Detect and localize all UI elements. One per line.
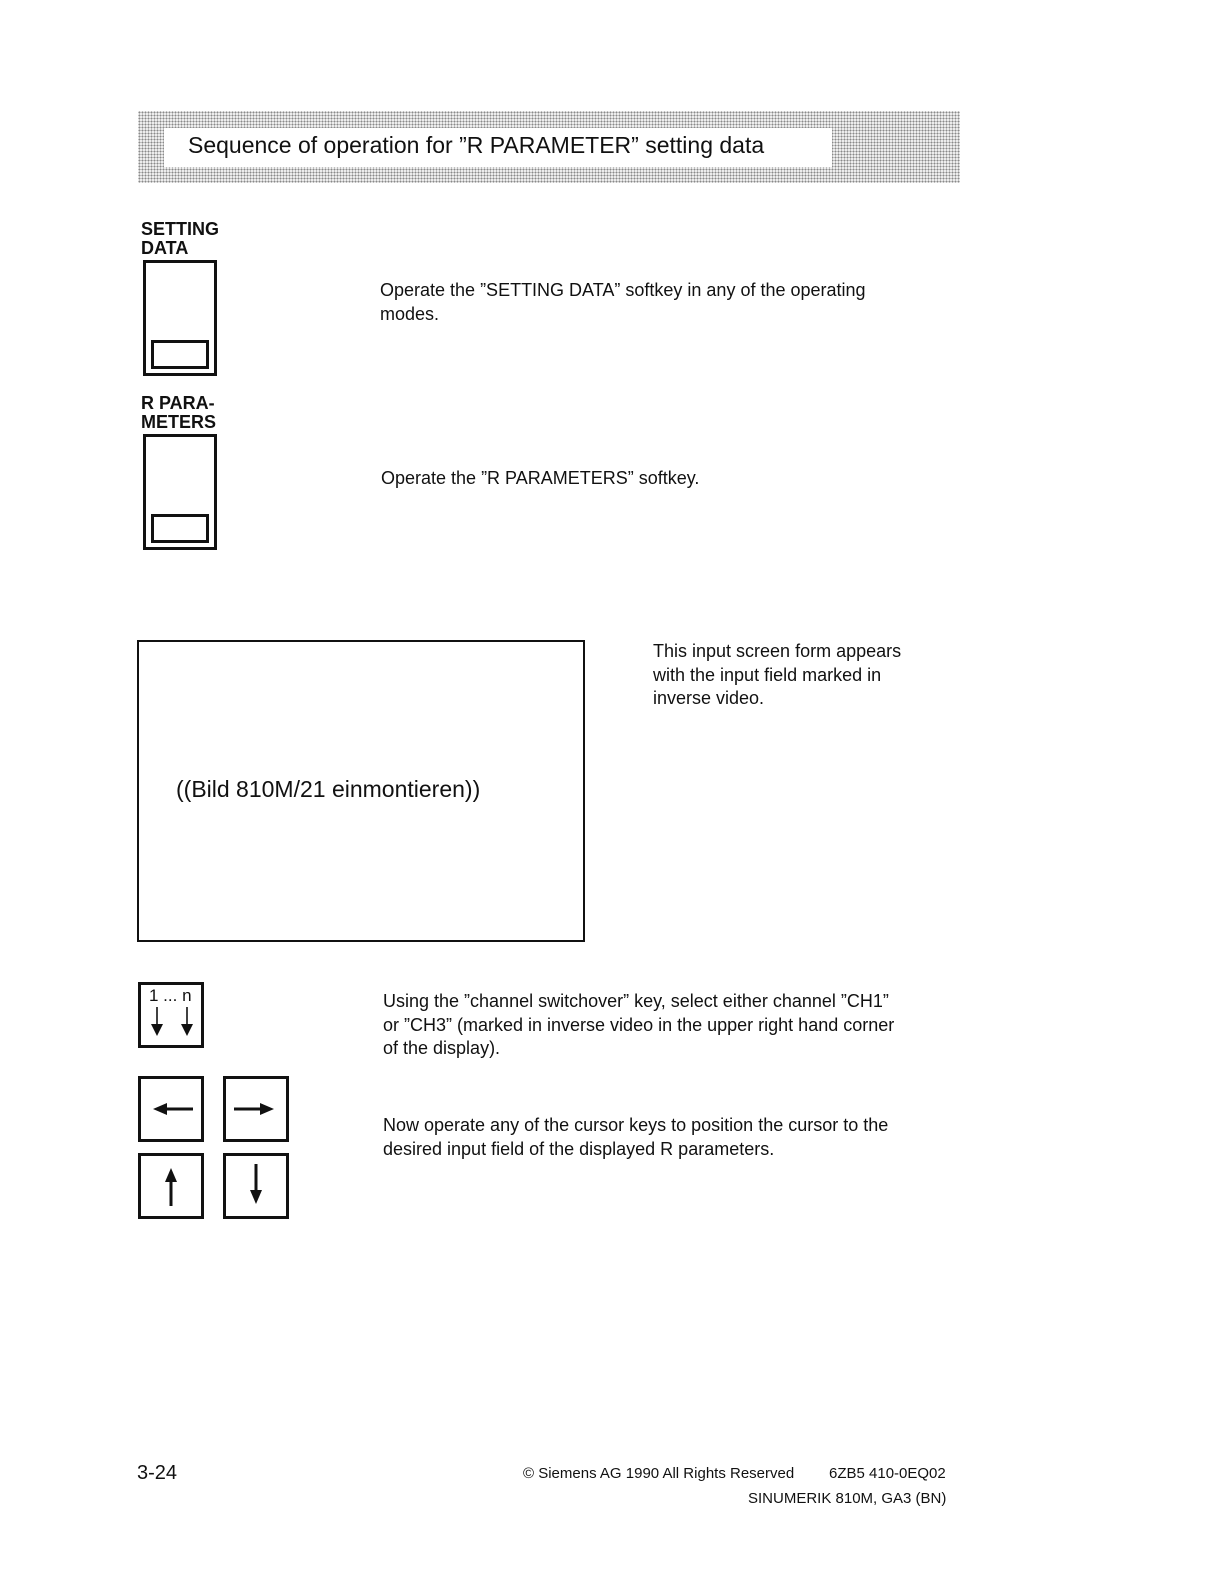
setting-data-key-label-line2: DATA (141, 238, 189, 258)
channel-key-text: 1 ... n (149, 986, 192, 1005)
r-parameters-key-label-line2: METERS (141, 412, 217, 432)
order-number: 6ZB5 410-0EQ02 (829, 1465, 946, 1482)
channel-switchover-key[interactable] (138, 982, 204, 1048)
cursor-up-key[interactable] (138, 1153, 204, 1219)
page-number: 3-24 (137, 1462, 178, 1484)
setting-data-softkey[interactable] (143, 260, 217, 376)
product-name: SINUMERIK 810M, GA3 (BN) (748, 1490, 947, 1507)
page-title: Sequence of operation for ”R PARAMETER” setting data (188, 132, 765, 158)
softkey-face (151, 514, 209, 543)
r-parameters-key-label-line1: R PARA- (141, 393, 215, 413)
step-2-description: Operate the ”R PARAMETERS” softkey. (381, 468, 700, 488)
r-parameters-softkey[interactable] (143, 434, 217, 550)
copyright-notice: © Siemens AG 1990 All Rights Reserved (523, 1465, 795, 1482)
cursor-left-key[interactable] (138, 1076, 204, 1142)
arrow-down-icon (226, 1156, 286, 1216)
channel-arrows-icon (141, 985, 201, 1045)
channel-description: Using the ”channel switchover” key, select either channel ”CH1” or ”CH3” (marked in inverse video in the upper right hand corner of the display). (383, 991, 895, 1058)
cursor-down-key[interactable] (223, 1153, 289, 1219)
setting-data-key-label (141, 220, 219, 258)
screen-description: This input screen form appears with the input field marked in inverse video. (653, 641, 902, 708)
setting-data-key-label-line1: SETTING (141, 219, 220, 239)
softkey-face (151, 340, 209, 369)
screen-placeholder-text: ((Bild 810M/21 einmontieren)) (176, 776, 481, 802)
arrow-up-icon (141, 1156, 201, 1216)
arrow-left-icon (141, 1079, 201, 1139)
cursor-description: Now operate any of the cursor keys to position the cursor to the desired input field of the displayed R parameters. (383, 1115, 889, 1159)
r-parameters-key-label (141, 394, 216, 432)
arrow-right-icon (226, 1079, 286, 1139)
cursor-right-key[interactable] (223, 1076, 289, 1142)
step-1-description: Operate the ”SETTING DATA” softkey in any of the operating modes. (380, 280, 866, 324)
